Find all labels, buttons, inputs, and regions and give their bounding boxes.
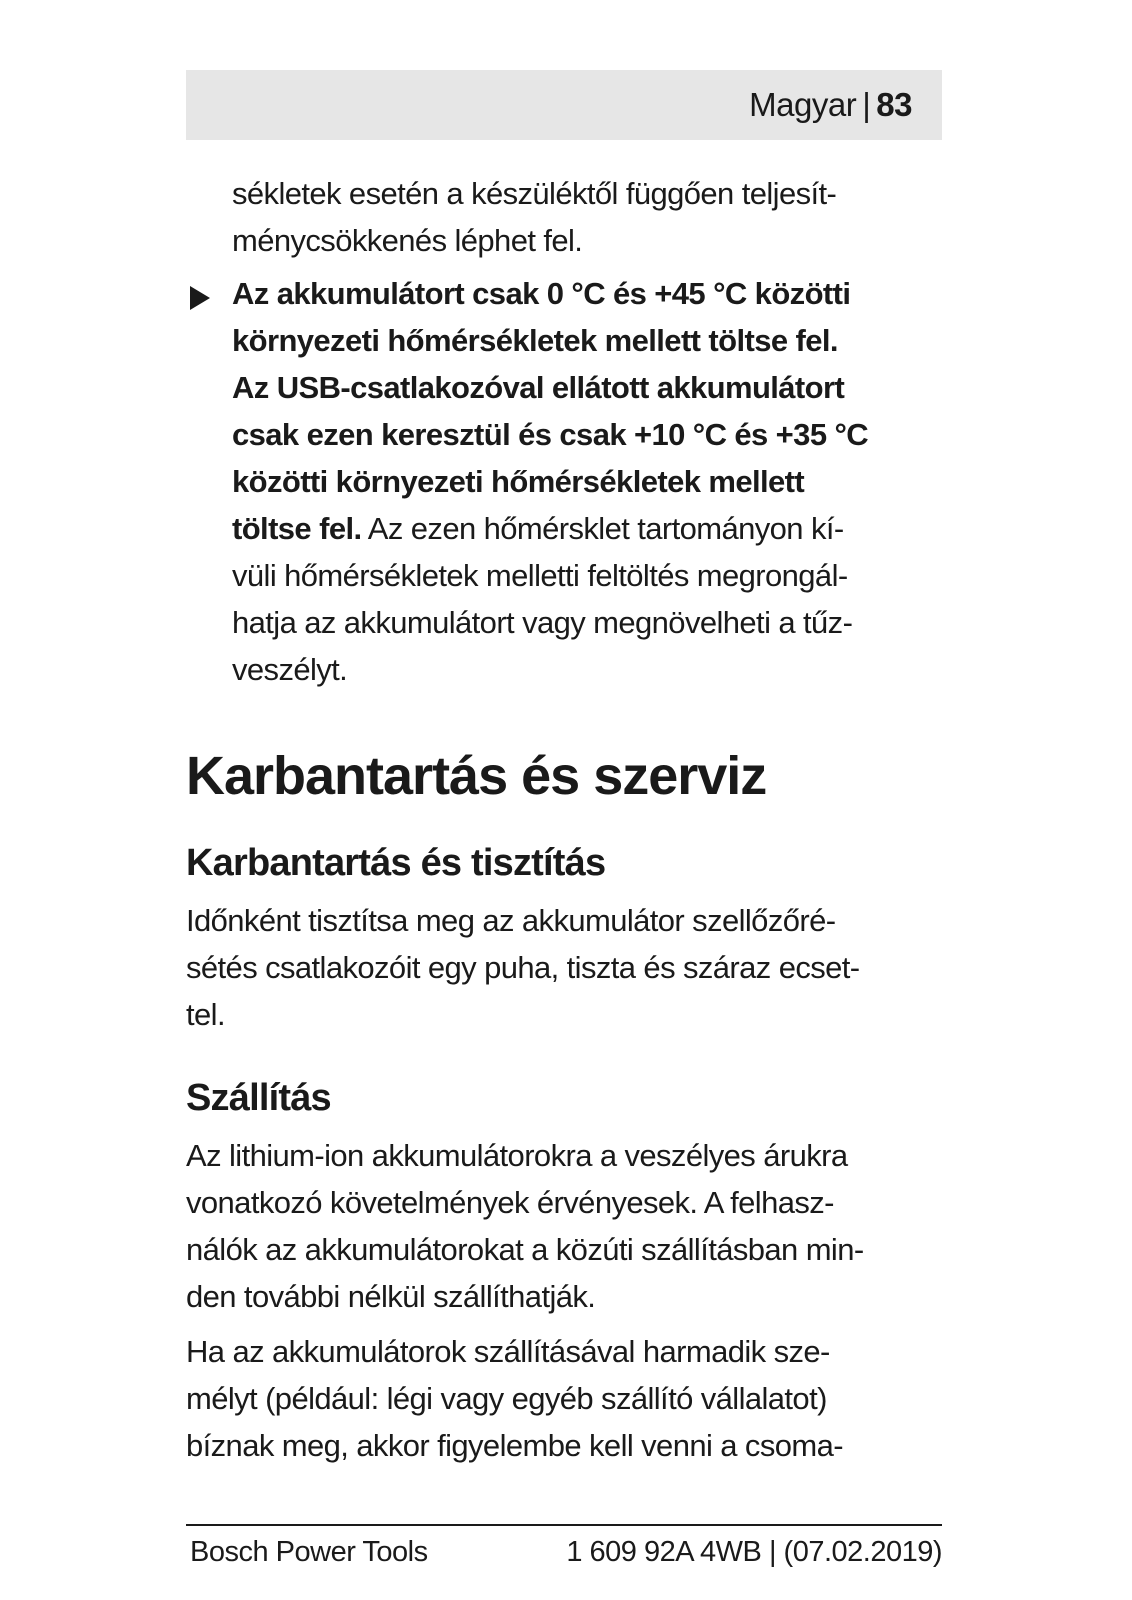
bold-line: Az USB-csatlakozóval ellátott akkumulátort	[232, 370, 845, 405]
header-separator: |	[862, 86, 871, 123]
section-title: Karbantartás és szerviz	[186, 746, 767, 806]
transport-paragraph-2	[186, 1328, 946, 1469]
mixed-regular-text: Az ezen hőmérsklet tartományon kí-	[361, 511, 844, 546]
mixed-line	[232, 505, 946, 552]
continuation-paragraph	[186, 170, 946, 264]
transport-paragraph-1	[186, 1132, 946, 1320]
footer-divider	[186, 1524, 942, 1526]
footer-brand: Bosch Power Tools	[190, 1536, 428, 1568]
page-header	[186, 70, 942, 140]
text-line: Ha az akkumulátorok szállításával harmadik sze-	[186, 1334, 830, 1369]
text-line: Időnként tisztítsa meg az akkumulátor szellőzőré-	[186, 903, 836, 938]
maintenance-paragraph	[186, 897, 946, 1038]
bold-line: Az akkumulátort csak 0 °C és +45 °C közötti	[232, 276, 851, 311]
warning-bullet	[186, 270, 946, 693]
text-line: sétés csatlakozóit egy puha, tiszta és száraz ecset-	[186, 950, 860, 985]
text-line: ménycsökkenés léphet fel.	[232, 223, 583, 258]
text-line: den további nélkül szállíthatják.	[186, 1279, 596, 1314]
text-line: tel.	[186, 997, 225, 1032]
text-line: hatja az akkumulátort vagy megnövelheti a tűz-	[232, 605, 853, 640]
text-line: nálók az akkumulátorokat a közúti szállításban min-	[186, 1232, 864, 1267]
header-text	[749, 86, 912, 124]
text-line: vüli hőmérsékletek melletti feltöltés megrongál-	[232, 558, 848, 593]
text-line: mélyt (például: légi vagy egyéb szállító vállalatot)	[186, 1381, 827, 1416]
text-line: vonatkozó követelmények érvényesek. A felhasz-	[186, 1185, 834, 1220]
maintenance-heading: Karbantartás és tisztítás	[186, 842, 606, 884]
mixed-bold-text: töltse fel.	[232, 511, 362, 546]
transport-heading: Szállítás	[186, 1077, 331, 1119]
text-line: sékletek esetén a készüléktől függően teljesít-	[232, 176, 837, 211]
footer-doc-id: 1 609 92A 4WB | (07.02.2019)	[566, 1536, 942, 1568]
header-language: Magyar	[749, 86, 857, 123]
bold-line: környezeti hőmérsékletek mellett töltse fel.	[232, 323, 838, 358]
text-line: bíznak meg, akkor figyelembe kell venni a csoma-	[186, 1428, 843, 1463]
page-number: 83	[876, 86, 912, 123]
bold-line: csak ezen keresztül és csak +10 °C és +35 °C	[232, 417, 869, 452]
bold-line: közötti környezeti hőmérsékletek mellett	[232, 464, 805, 499]
text-line: veszélyt.	[232, 652, 348, 687]
text-line: Az lithium-ion akkumulátorokra a veszélyes árukra	[186, 1138, 848, 1173]
page-content	[186, 170, 946, 1469]
triangle-bullet-icon	[190, 286, 210, 310]
